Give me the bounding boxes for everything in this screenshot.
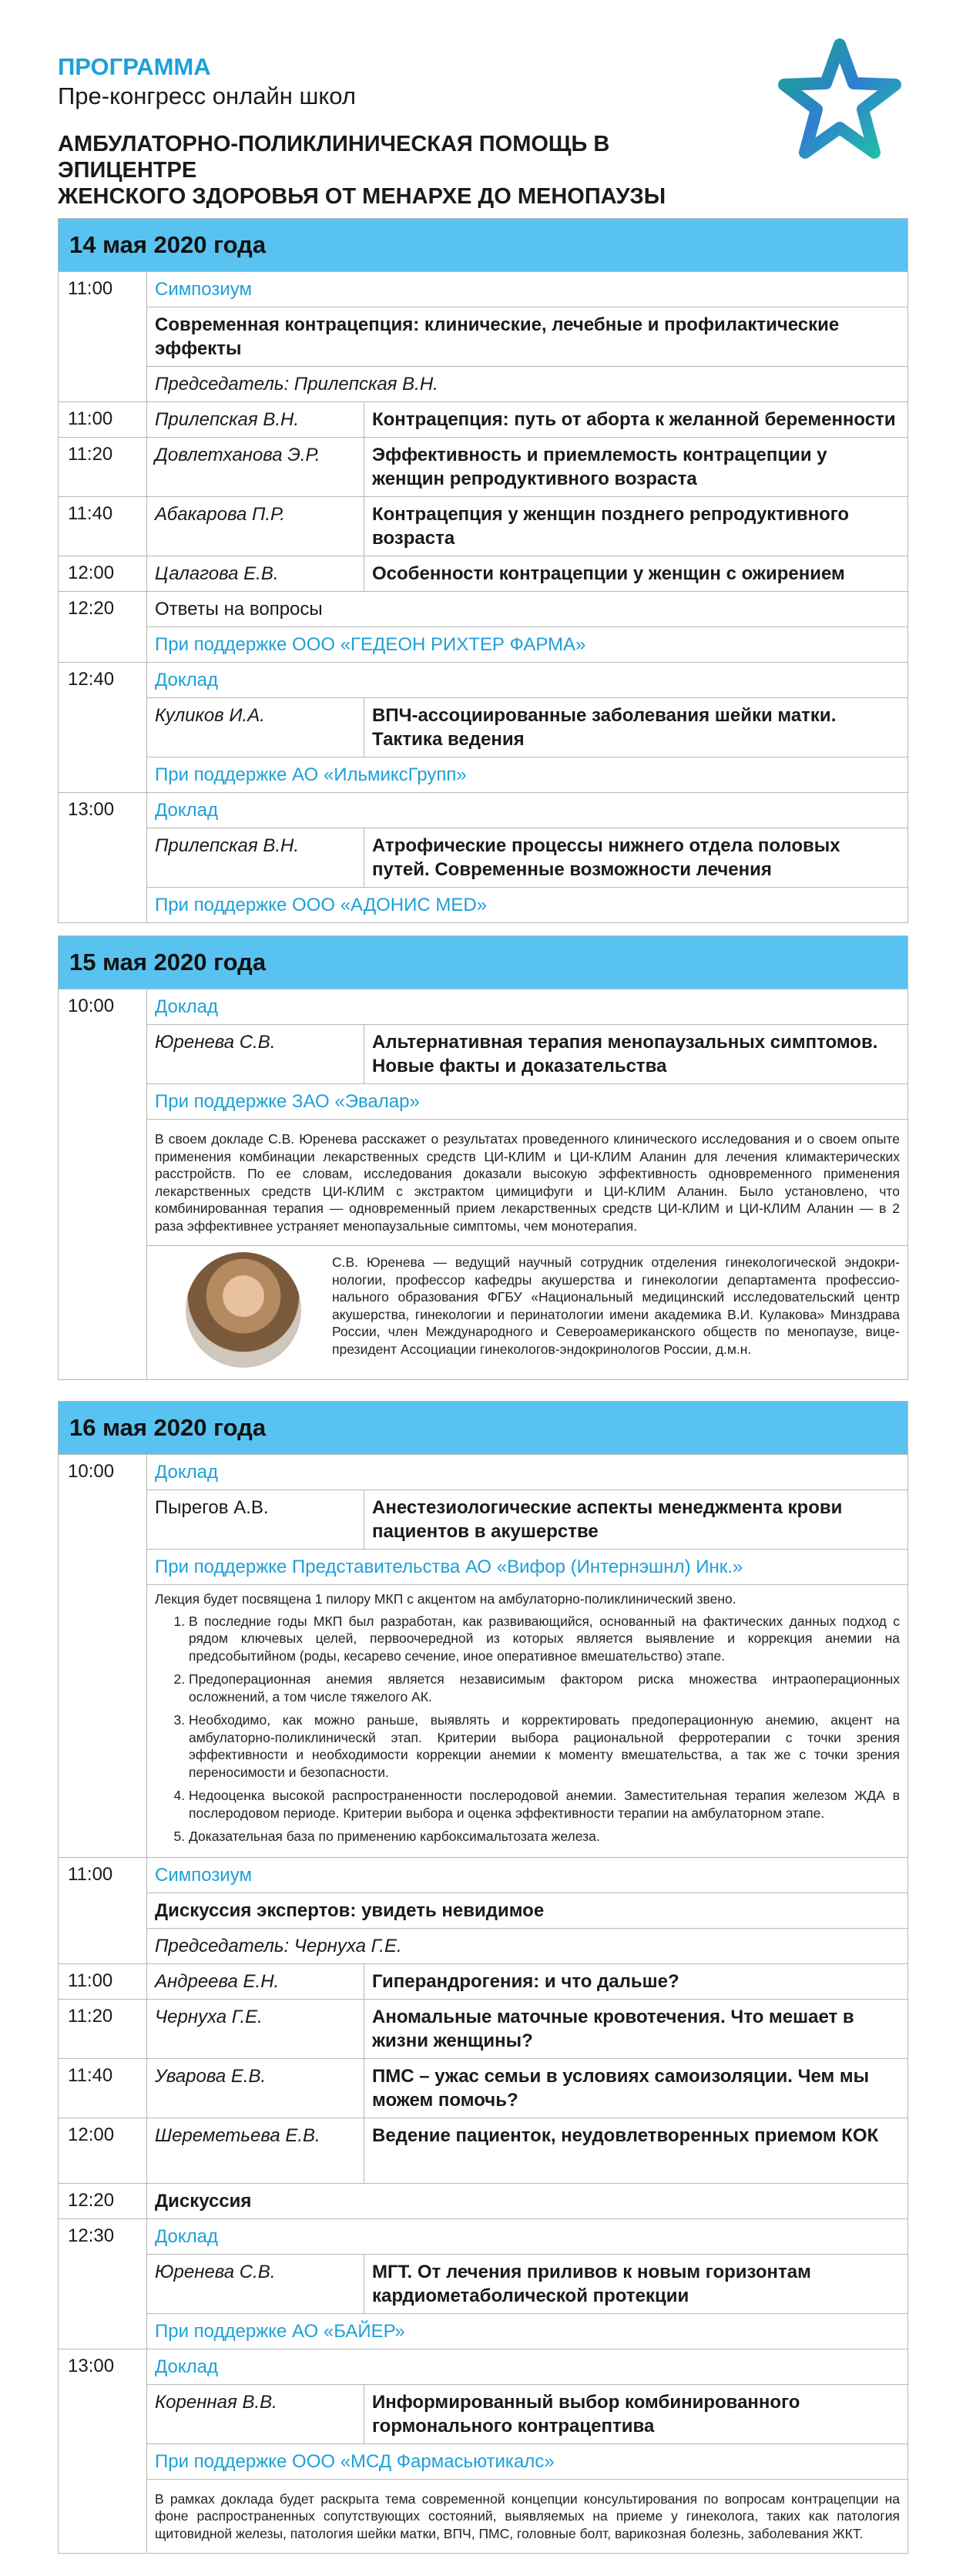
talk-title: Информированный выбор комбинированного гормонального контрацептива [372, 2391, 800, 2437]
symposium-title: Дискуссия экспертов: увидеть невидимое [147, 1893, 907, 1929]
time-cell: 12:20 [59, 2184, 147, 2218]
speaker: Довлетханова Э.Р. [147, 438, 364, 496]
report-label: Доклад [147, 989, 907, 1025]
talk-row [59, 556, 907, 592]
sponsor-label: При поддержке Представительства АО «Вифор (Интернэшнл) Инк.» [147, 1550, 907, 1585]
symposium-row [59, 272, 907, 402]
talk-abstract: В своем докладе С.В. Юренева расскажет о результатах проведенного клинического исследования и о своем опыте применения комбинации лекарственных средств ЦИ-КЛИМ и ЦИ-КЛИМ Аланин для лечения климактерических расстройств. По ее словам, исследования доказали высокую эффективность одновременного применения лекарственных средств ЦИ-КЛИМ с экстрактом цимицифуги и ЦИ-КЛИМ Аланин. Было установлено, что комбинированная терапия — одновременный прием лекарственных средств ЦИ-КЛИМ и ЦИ-КЛИМ Аланин — в 2 раза эффективнее устраняет менопаузальные симптомы, чем монотерапия. [147, 1120, 907, 1246]
sponsor-label: При поддержке ООО «МСД Фармасьютикалс» [147, 2444, 907, 2480]
sponsor-label: При поддержке ООО «АДОНИС MED» [155, 895, 488, 915]
time-cell: 11:20 [59, 438, 147, 496]
sponsor-label: При поддержке ЗАО «Эвалар» [147, 1084, 907, 1120]
questions-label: Ответы на вопросы [147, 592, 907, 627]
discussion-label: Дискуссия [155, 2190, 252, 2212]
talk-row [59, 402, 907, 438]
sponsor-label: При поддержке ООО «ГЕДЕОН РИХТЕР ФАРМА» [155, 634, 586, 655]
talk-title: Гиперандрогения: и что дальше? [372, 1970, 679, 1992]
subtitle: Пре-конгресс онлайн школ [58, 82, 356, 109]
speaker-photo [186, 1252, 301, 1368]
speaker: Уварова Е.В. [147, 2059, 364, 2118]
report-row [59, 793, 907, 922]
speaker: Прилепская В.Н. [147, 828, 364, 887]
sponsor-label: При поддержке АО «БАЙЕР» [155, 2320, 405, 2342]
talk-title: Ведение пациенток, неудовлетворенных приемом КОК [372, 2124, 879, 2146]
speaker: Прилепская В.Н. [147, 402, 364, 437]
day-block-1 [58, 218, 908, 923]
header [58, 52, 751, 210]
talk-title: Контрацепция: путь от аборта к желанной беременности [372, 409, 896, 430]
time-cell: 11:00 [59, 1858, 147, 1963]
chair-label: Председатель: Чернуха Г.Е. [155, 1935, 402, 1956]
talk-row [59, 2059, 907, 2118]
speaker: Коренная В.В. [147, 2385, 364, 2443]
lecture-intro: Лекция будет посвящена 1 пилору МКП с акцентом на амбулаторно-поликлинический звено. [155, 1591, 736, 1607]
star-logo-icon [778, 39, 901, 162]
time-cell: 12:20 [59, 592, 147, 662]
day-header: 16 мая 2020 года [59, 1402, 907, 1455]
report-row [59, 2349, 907, 2554]
talk-abstract: В рамках доклада будет раскрыта тема современной концепции консультирования по вопросам контрацепции на фоне распространенных сопутствующих состояний, выявляемых на приеме у гинеколога, таких как патология щитовидной железы, патология шейки матки, ВПЧ, ПМС, головные болт, варикозная болезнь, заболевания ЖКТ. [155, 2490, 900, 2541]
program-label: ПРОГРАММА [58, 53, 211, 80]
title-line-2: ЖЕНСКОГО ЗДОРОВЬЯ ОТ МЕНАРХЕ ДО МЕНОПАУЗЫ [58, 184, 666, 209]
report-row [59, 989, 907, 1379]
speaker: Шереметьева Е.В. [147, 2118, 364, 2183]
talk-title: Альтернативная терапия менопаузальных симптомов. Новые факты и доказательства [372, 1032, 878, 1076]
day-header: 14 мая 2020 года [59, 219, 907, 272]
talk-title: МГТ. От лечения приливов к новым горизонтам кардиометаболической протекции [372, 2261, 811, 2306]
talk-title: Аномальные маточные кровотечения. Что мешает в жизни женщины? [372, 2006, 854, 2051]
speaker: Андреева Е.Н. [147, 1964, 364, 1999]
list-item: 2. Предоперационная анемия является независимым фактором риска множества интраоперационных осложнений, а том числе тяжелого АК. [189, 1671, 900, 1705]
talk-title: Эффективность и приемлемость контрацепции у женщин репродуктивного возраста [372, 445, 827, 489]
time-cell: 11:00 [59, 1964, 147, 1999]
chair-label: Председатель: Прилепская В.Н. [155, 374, 438, 395]
bio-text: С.В. Юренева — ведущий научный сотрудник отделения гинекологической эндокринологии, профессор кафедры акушерства и гинекологии департамента профессионального образования ФГБУ «Национальный медицинский исследовательский центр акушерства, гинекологии и перинатологии имени академика В.И. Кулакова» Минздрава России, член Международного и Североамериканского обществ по менопаузе, вице-президент Ассоциации гинекологов-эндокринологов России, д.м.н. [332, 1254, 900, 1357]
symposium-row [59, 1858, 907, 1964]
talk-title: Анестезиологические аспекты менеджмента крови пациентов в акушерстве [372, 1497, 843, 1542]
speaker: Юренева С.В. [147, 2255, 364, 2313]
time-cell: 11:20 [59, 2000, 147, 2058]
speaker-bio [147, 1246, 907, 1379]
talk-title: Особенности контрацепции у женщин с ожирением [372, 563, 845, 584]
sponsor-label: При поддержке АО «ИльмиксГрупп» [155, 764, 467, 785]
talk-row [59, 2118, 907, 2184]
list-item: 5. Доказательная база по применению карбоксимальтозата железа. [189, 1828, 900, 1846]
talk-row [59, 1964, 907, 2000]
talk-title: Контрацепция у женщин позднего репродуктивного возраста [372, 504, 850, 549]
time-cell: 12:40 [59, 663, 147, 792]
report-label: Доклад [147, 2219, 907, 2255]
time-cell: 12:00 [59, 2118, 147, 2183]
time-cell: 12:30 [59, 2219, 147, 2349]
time-cell: 13:00 [59, 2349, 147, 2554]
time-cell: 11:00 [59, 402, 147, 437]
questions-row [59, 592, 907, 663]
speaker: Абакарова П.Р. [147, 497, 364, 556]
report-row [59, 663, 907, 793]
time-cell: 13:00 [59, 793, 147, 922]
report-row [59, 1455, 907, 1858]
lecture-points [155, 1613, 900, 1846]
time-cell: 10:00 [59, 989, 147, 1379]
speaker: Юренева С.В. [147, 1025, 364, 1083]
speaker: Цалагова Е.В. [147, 556, 364, 591]
lecture-description [147, 1585, 907, 1857]
symposium-title: Современная контрацепция: клинические, лечебные и профилактические эффекты [147, 307, 907, 367]
report-row [59, 2219, 907, 2349]
talk-row [59, 438, 907, 497]
day-block-2 [58, 935, 908, 1380]
time-cell: 11:00 [59, 272, 147, 401]
speaker: Куликов И.А. [147, 698, 364, 757]
list-item: 3. Необходимо, как можно раньше, выявлять и корректировать предоперационную анемию, акцент на амбулаторно-поликлиническй этап. Критерии выбора рациональной ферротерапии с точки зрения эффективности и необходимости коррекции анемии к моменту вмешательства, а так же с точки зрения переносимости и безопасности. [189, 1711, 900, 1781]
talk-row [59, 2000, 907, 2059]
list-item: 1. В последние годы МКП был разработан, как развивающийся, основанный на фактических данных подход с рядом ключевых целей, первоочередной из которых является выявление и коррекция анемии на предсобытийном (роды, кесарево сечение, иное оперативное вмешательство) этапе. [189, 1613, 900, 1665]
day-block-3 [58, 1401, 908, 2554]
report-label: Доклад [147, 793, 907, 828]
talk-row [59, 497, 907, 556]
day-header: 15 мая 2020 года [59, 936, 907, 989]
time-cell: 11:40 [59, 497, 147, 556]
speaker: Пырегов А.В. [147, 1490, 364, 1549]
discussion-row [59, 2184, 907, 2219]
talk-title: Атрофические процессы нижнего отдела половых путей. Современные возможности лечения [372, 835, 840, 880]
talk-title: ВПЧ-ассоциированные заболевания шейки матки. Тактика ведения [372, 705, 837, 750]
speaker: Чернуха Г.Е. [147, 2000, 364, 2058]
time-cell: 12:00 [59, 556, 147, 591]
time-cell: 11:40 [59, 2059, 147, 2118]
talk-title: ПМС – ужас семьи в условиях самоизоляции. Чем мы можем помочь? [372, 2065, 870, 2111]
list-item: 4. Недооценка высокой распространенности послеродовой анемии. Заместительная терапия железом ЖДА в послеродовом периоде. Критерии выбора и оценка эффективности терапии на амбулаторном этапе. [189, 1787, 900, 1822]
report-label: Доклад [147, 663, 907, 698]
symposium-label: Симпозиум [147, 1858, 907, 1893]
report-label: Доклад [147, 1455, 907, 1490]
time-cell: 10:00 [59, 1455, 147, 1857]
title-line-1: АМБУЛАТОРНО-ПОЛИКЛИНИЧЕСКАЯ ПОМОЩЬ В ЭПИЦЕНТРЕ [58, 132, 610, 183]
report-label: Доклад [147, 2349, 907, 2385]
symposium-label: Симпозиум [147, 272, 907, 307]
page-title [58, 131, 751, 210]
